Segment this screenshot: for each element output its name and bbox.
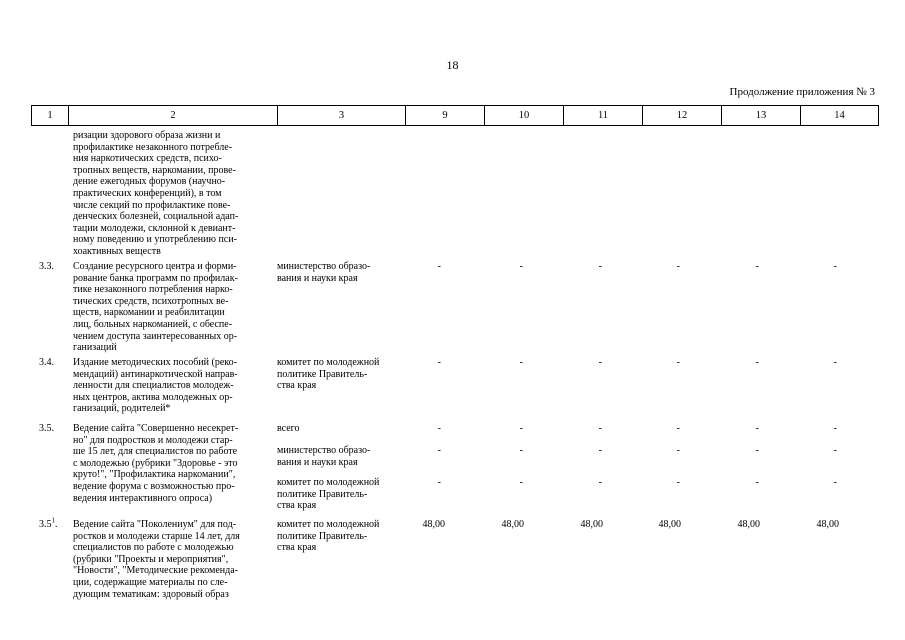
column-header-3: 3	[278, 106, 406, 126]
row-3-5-1-value-col12: 48,00	[658, 519, 681, 530]
row-3-5-ministry-col9: -	[437, 445, 441, 456]
column-header-9: 9	[406, 106, 485, 126]
row-3-5-committee-col10: -	[519, 477, 523, 488]
column-header-1: 1	[32, 106, 69, 126]
row-3-5-ministry-col11: -	[598, 445, 602, 456]
row-3-5-total-col9: -	[437, 423, 441, 434]
row-3-4-value-col13: -	[755, 357, 759, 368]
row-3-4-number: 3.4.	[39, 357, 54, 368]
row-3-4-value-col14: -	[833, 357, 837, 368]
row-3-5-ministry-col12: -	[676, 445, 680, 456]
row-3-5-number: 3.5.	[39, 423, 54, 434]
row-3-5-executor-total: всего	[277, 423, 300, 434]
row-3-5-executor-ministry: министерство образо- вания и науки края	[277, 445, 371, 468]
row-3-5-1-value-col11: 48,00	[580, 519, 603, 530]
row-3-3-value-col13: -	[755, 261, 759, 272]
row-3-5-1-description: Ведение сайта "Поколениум" для под- ростков и молодежи старше 14 лет, для специалистов по работе с молодежью (рубрики "Проекты и мероприятия", "Новости", "Методические рекоменда- ции, содержащие материалы по сле- дующим тематикам: здоровый образ	[73, 519, 240, 600]
row-3-4-value-col11: -	[598, 357, 602, 368]
row-3-5-1-number-superscript: 1	[51, 516, 55, 525]
row-3-5-1-value-col14: 48,00	[816, 519, 839, 530]
row-3-5-committee-col14: -	[833, 477, 837, 488]
row-3-4-value-col9: -	[437, 357, 441, 368]
row-3-5-total-col14: -	[833, 423, 837, 434]
column-header-14: 14	[801, 106, 879, 126]
row-3-4-description: Издание методических пособий (реко- мендаций) антинаркотической направ- ленности для специалистов молодеж- ных центров, актива молодежных ор- ганизаций, родителей*	[73, 357, 238, 415]
row-3-5-executor-committee: комитет по молодежной политике Правитель- ства края	[277, 477, 380, 512]
row-3-3-value-col10: -	[519, 261, 523, 272]
row-3-3-value-col12: -	[676, 261, 680, 272]
appendix-continuation-label: Продолжение приложения № 3	[729, 86, 875, 98]
column-header-10: 10	[485, 106, 564, 126]
row-3-3-executor: министерство образо- вания и науки края	[277, 261, 371, 284]
row-3-5-total-col13: -	[755, 423, 759, 434]
row-3-3-description: Создание ресурсного центра и форми- рование банка программ по профилак- тике незаконного потребления нарко- тических средств, психотропных ве- ществ, наркомании и реабилитации лиц, больных наркоманией, с обеспе- чением доступа заинтересованных ор- ганизаций	[73, 261, 238, 354]
row-3-5-total-col11: -	[598, 423, 602, 434]
row-3-5-1-value-col9: 48,00	[422, 519, 445, 530]
row-3-5-ministry-col14: -	[833, 445, 837, 456]
row-3-3-number: 3.3.	[39, 261, 54, 272]
column-header-13: 13	[722, 106, 801, 126]
column-number-header	[31, 105, 879, 126]
row-3-5-description: Ведение сайта "Совершенно несекрет- но" для подростков и молодежи стар- ше 15 лет, для специалистов по работе с молодежью (рубрики "Здоровье - это круто!", "Профилактика наркомании", ведение форума с возможностью про- ведения интерактивного опроса)	[73, 423, 239, 504]
row-3-5-committee-col12: -	[676, 477, 680, 488]
column-header-11: 11	[564, 106, 643, 126]
row-3-3-value-col11: -	[598, 261, 602, 272]
row-3-4-value-col10: -	[519, 357, 523, 368]
row-3-5-total-col12: -	[676, 423, 680, 434]
row-3-5-ministry-col10: -	[519, 445, 523, 456]
row-3-5-committee-col13: -	[755, 477, 759, 488]
page-number: 18	[446, 58, 459, 72]
row-3-3-value-col9: -	[437, 261, 441, 272]
row-3-5-1-number	[39, 516, 58, 531]
column-header-12: 12	[643, 106, 722, 126]
row-3-5-1-value-col13: 48,00	[737, 519, 760, 530]
row-3-5-1-executor: комитет по молодежной политике Правитель- ства края	[277, 519, 380, 554]
row-3-5-1-value-col10: 48,00	[501, 519, 524, 530]
row-3-4-value-col12: -	[676, 357, 680, 368]
row-3-5-total-col10: -	[519, 423, 523, 434]
row-3-5-ministry-col13: -	[755, 445, 759, 456]
column-header-2: 2	[69, 106, 278, 126]
row-3-5-1-number-main: 3.5	[39, 519, 52, 530]
row-3-3-value-col14: -	[833, 261, 837, 272]
row-3-4-executor: комитет по молодежной политике Правитель- ства края	[277, 357, 380, 392]
row-3-5-1-number-suffix: .	[55, 519, 58, 530]
row-3-5-committee-col11: -	[598, 477, 602, 488]
row-continuation-text: ризации здорового образа жизни и профилактике незаконного потребле- ния наркотических средств, психо- тропных веществ, наркомании, прове- дение ежегодных форумов (научно- практических конференций), в том числе секций по профилактике пове- денческих болезней, социальной адап- тации молодежи, склонной к девиант- ному поведению и употреблению пси- хоактивных веществ	[73, 130, 239, 257]
row-3-5-committee-col9: -	[437, 477, 441, 488]
